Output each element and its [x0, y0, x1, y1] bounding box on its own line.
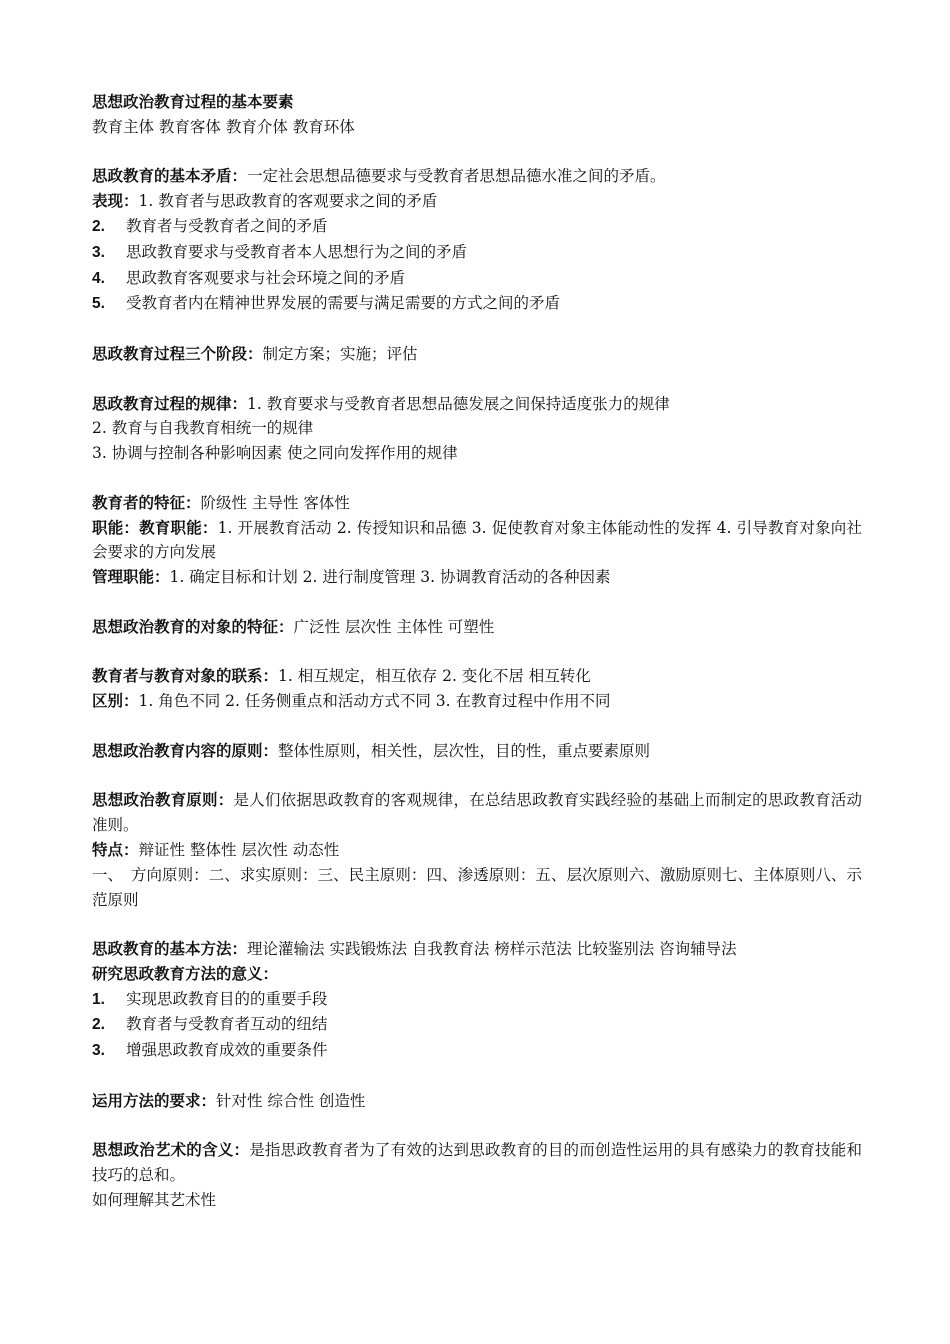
- paragraph: [92, 491, 862, 516]
- list-text: 思政教育客观要求与社会环境之间的矛盾: [126, 268, 406, 287]
- spacer: [92, 1064, 862, 1089]
- paragraph: [92, 1089, 862, 1114]
- section-text: 1. 相互规定，相互依存 2. 变化不居 相互转化: [278, 667, 591, 686]
- spacer: [92, 317, 862, 342]
- list-number: 2.: [92, 1016, 105, 1034]
- section-heading: 教育者的特征：: [92, 493, 201, 512]
- list-text: 教育者与受教育者互动的纽结: [126, 1015, 328, 1034]
- label: 表现：: [92, 192, 139, 211]
- section-text: 是指思政教育者为了有效的达到思政教育的目的而创造性运用的具有感染力的教育技能和技巧的总和。: [92, 1141, 862, 1185]
- spacer: [92, 1114, 862, 1139]
- section-heading: 运用方法的要求：: [92, 1091, 217, 1110]
- section-text: 1. 确定目标和计划 2. 进行制度管理 3. 协调教育活动的各种因素: [169, 568, 611, 587]
- section-text: 整体性原则，相关性，层次性，目的性，重点要素原则: [278, 741, 651, 760]
- section-heading: 思想政治教育的对象的特征：: [92, 617, 294, 636]
- section-text: 制定方案；实施；评估: [262, 344, 418, 363]
- section-text: 一、 方向原则：二、求实原则：三、民主原则：四、渗透原则：五、层次原则六、激励原则七、主体原则八、示范原则: [92, 865, 862, 909]
- spacer: [92, 912, 862, 937]
- list-text: 增强思政教育成效的重要条件: [126, 1041, 328, 1060]
- paragraph: [92, 516, 862, 566]
- section-heading: 思想政治教育过程的基本要素: [92, 93, 294, 111]
- paragraph: [92, 342, 862, 367]
- list-number: 3.: [92, 1042, 105, 1060]
- section-text: 2. 教育与自我教育相统一的规律: [92, 419, 314, 438]
- section-heading: 思政教育的基本方法：: [92, 940, 248, 959]
- paragraph: [92, 689, 862, 714]
- document-page: [92, 90, 862, 1213]
- paragraph: [92, 565, 862, 590]
- spacer: [92, 466, 862, 491]
- section-heading: 思政教育过程三个阶段：: [92, 344, 263, 363]
- section-heading: 教育者与教育对象的联系：: [92, 667, 279, 686]
- sub-heading: 研究思政教育方法的意义：: [92, 964, 279, 983]
- section-text: 针对性 综合性 创造性: [216, 1091, 366, 1110]
- section-text: 如何理解其艺术性: [92, 1191, 217, 1210]
- spacer: [92, 590, 862, 615]
- list-text: 实现思政教育目的的重要手段: [126, 989, 328, 1008]
- section-heading: 思政教育的基本矛盾：: [92, 167, 248, 186]
- section-text: 1. 开展教育活动 2. 传授知识和品德 3. 促使教育对象主体能动性的发挥 4. 引导教育对象向社会要求的方向发展: [92, 518, 862, 562]
- paragraph: [92, 838, 862, 863]
- spacer: [92, 764, 862, 789]
- list-text: 教育者与受教育者之间的矛盾: [126, 216, 328, 235]
- label: 区别：: [92, 692, 139, 711]
- paragraph: [92, 164, 862, 189]
- list-number: 1.: [92, 990, 105, 1008]
- paragraph: [92, 937, 862, 962]
- paragraph: [92, 739, 862, 764]
- spacer: [92, 714, 862, 739]
- section-heading: 思想政治教育内容的原则：: [92, 741, 279, 760]
- list-item: [92, 240, 862, 266]
- list-number: 3.: [92, 243, 105, 261]
- section-text: 阶级性 主导性 客体性: [200, 493, 350, 512]
- paragraph: [92, 615, 862, 640]
- paragraph: [92, 788, 862, 838]
- list-number: 4.: [92, 269, 105, 287]
- section-text: 广泛性 层次性 主体性 可塑性: [293, 617, 495, 636]
- list-number: 5.: [92, 295, 105, 313]
- section-text: 辩证性 整体性 层次性 动态性: [138, 840, 340, 859]
- section-text: 教育主体 教育客体 教育介体 教育环体: [92, 117, 355, 136]
- list-item: [92, 291, 862, 317]
- label: 特点：: [92, 840, 139, 859]
- section-heading: 思政教育过程的规律：: [92, 394, 248, 413]
- paragraph: [92, 392, 862, 417]
- section-text: 是人们依据思政教育的客观规律，在总结思政教育实践经验的基础上而制定的思政教育活动准则。: [92, 791, 862, 835]
- paragraph: [92, 189, 862, 214]
- label: 职能：教育职能：: [92, 518, 218, 537]
- list-item: [92, 1012, 862, 1038]
- spacer: [92, 640, 862, 665]
- list-item: [92, 214, 862, 240]
- spacer: [92, 140, 862, 165]
- list-number: 2.: [92, 217, 105, 235]
- section-text: 一定社会思想品德要求与受教育者思想品德水准之间的矛盾。: [247, 167, 666, 186]
- spacer: [92, 367, 862, 392]
- paragraph: [92, 664, 862, 689]
- list-item: [92, 1038, 862, 1064]
- list-text: 1. 教育者与思政教育的客观要求之间的矛盾: [138, 192, 438, 211]
- section-heading: 思想政治艺术的含义：: [92, 1141, 250, 1160]
- label: 管理职能：: [92, 568, 170, 587]
- list-item: [92, 266, 862, 292]
- paragraph: [92, 1138, 862, 1188]
- section-text: 理论灌输法 实践锻炼法 自我教育法 榜样示范法 比较鉴别法 咨询辅导法: [247, 940, 737, 959]
- section-text: 1. 教育要求与受教育者思想品德发展之间保持适度张力的规律: [247, 394, 670, 413]
- list-text: 思政教育要求与受教育者本人思想行为之间的矛盾: [126, 242, 468, 261]
- section-text: 3. 协调与控制各种影响因素 使之同向发挥作用的规律: [92, 444, 458, 463]
- list-text: 受教育者内在精神世界发展的需要与满足需要的方式之间的矛盾: [126, 294, 561, 313]
- list-item: [92, 987, 862, 1013]
- section-text: 1. 角色不同 2. 任务侧重点和活动方式不同 3. 在教育过程中作用不同: [138, 692, 611, 711]
- section-heading: 思想政治教育原则：: [92, 791, 234, 810]
